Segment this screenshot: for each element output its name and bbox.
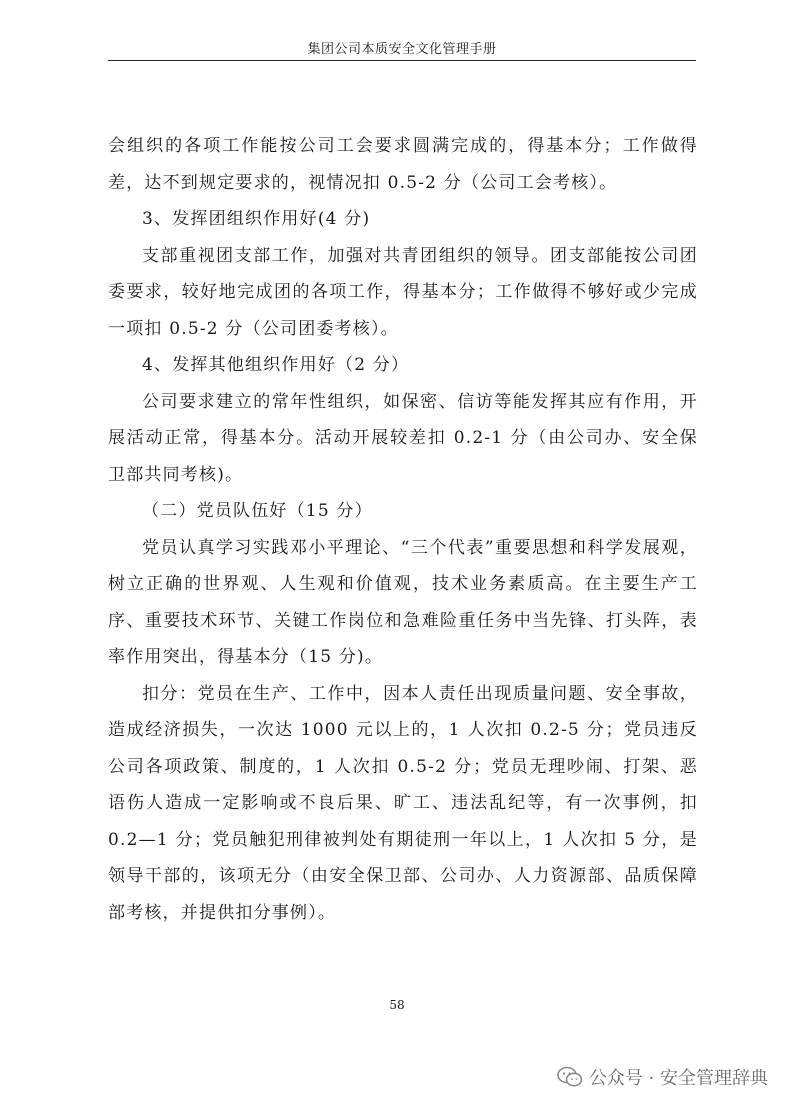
header-divider bbox=[108, 60, 696, 61]
section-heading-party-members: （二）党员队伍好（15 分） bbox=[142, 501, 373, 521]
page-number: 58 bbox=[389, 998, 405, 1012]
page-header: 集团公司本质安全文化管理手册 bbox=[307, 42, 497, 57]
paragraph-deductions: 扣分：党员在生产、工作中，因本人责任出现质量问题、安全事故，造成经济损失，一次达 1000 元以上的，1 人次扣 0.2-5 分；党员违反公司各项政策、制度的，1 人次扣 0.5-2 分；党员无理吵闹、打架、恶语伤人造成一定影响或不良后果、旷工、违法乱纪等，有一次事例，扣 0.2—1 分；党员触犯刑律被判处有期徒刑一年以上，1 人次扣 5 分，是领导干部的，该项无分（由安全保卫部、公司办、人力资源部、品质保障部考核，并提供扣分事例）。 bbox=[108, 683, 705, 923]
watermark bbox=[557, 1064, 768, 1090]
document-body bbox=[108, 128, 705, 931]
paragraph-4: 公司要求建立的常年性组织，如保密、信访等能发挥其应有作用，开展活动正常，得基本分。活动开展较差扣 0.2-1 分（由公司办、安全保卫部共同考核)。 bbox=[108, 391, 698, 485]
wechat-icon bbox=[557, 1066, 583, 1088]
paragraph-3: 支部重视团支部工作，加强对共青团组织的领导。团支部能按公司团委要求，较好地完成团的各项工作，得基本分；工作做得不够好或少完成一项扣 0.5-2 分（公司团委考核）。 bbox=[108, 245, 698, 339]
watermark-text: 公众号 · 安全管理辞典 bbox=[588, 1068, 768, 1089]
section-heading-4: 4、发挥其他组织作用好（2 分） bbox=[142, 355, 410, 375]
paragraph-party-members: 党员认真学习实践邓小平理论、“三个代表”重要思想和科学发展观，树立正确的世界观、人生观和价值观，技术业务素质高。在主要生产工序、重要技术环节、关键工作岗位和急难险重任务中当先锋、打头阵，表率作用突出，得基本分（15 分)。 bbox=[108, 537, 698, 667]
paragraph-1: 会组织的各项工作能按公司工会要求圆满完成的，得基本分；工作做得差，达不到规定要求的，视情况扣 0.5-2 分（公司工会考核）。 bbox=[108, 136, 698, 193]
section-heading-3: 3、发挥团组织作用好(4 分) bbox=[142, 209, 371, 229]
